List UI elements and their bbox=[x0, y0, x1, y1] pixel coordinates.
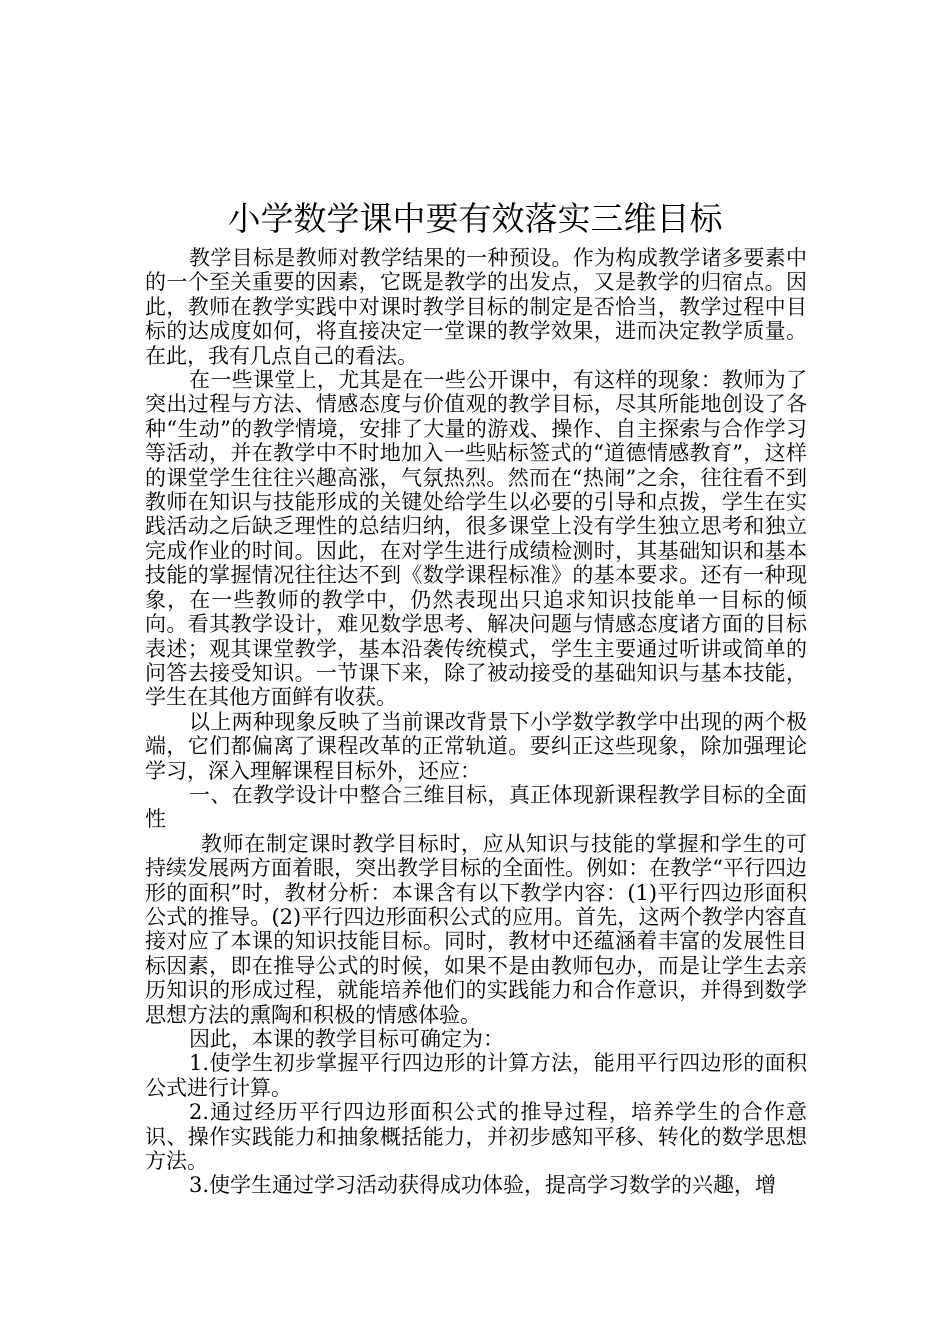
document-body bbox=[145, 246, 807, 1198]
paragraph-example: 教师在制定课时教学目标时，应从知识与技能的掌握和学生的可持续发展两方面着眼，突出教学目标的全面性。例如：在教学“平行四边形的面积”时，教材分析：本课含有以下教学内容：(1)平行四边形面积公式的推导。(2)平行四边形面积公式的应用。首先，这两个教学内容直接对应了本课的知识技能目标。同时，教材中还蕴涵着丰富的发展性目标因素，即在推导公式的时候，如果不是由教师包办，而是让学生去亲历知识的形成过程，就能培养他们的实践能力和合作意识，并得到数学思想方法的熏陶和积极的情感体验。 bbox=[145, 831, 807, 1027]
objective-item-3: 3.使学生通过学习活动获得成功体验，提高学习数学的兴趣，增 bbox=[189, 1173, 777, 1198]
document-title: 小学数学课中要有效落实三维目标 bbox=[227, 199, 723, 238]
paragraph-phenomena: 在一些课堂上，尤其是在一些公开课中，有这样的现象：教师为了突出过程与方法、情感态度与价值观的教学目标，尽其所能地创设了各种“生动”的教学情境，安排了大量的游戏、操作、自主探索与合作学习等活动，并在教学中不时地加入一些贴标签式的“道德情感教育”，这样的课堂学生往往兴趣高涨，气氛热烈。然而在“热闹”之余，往往看不到教师在知识与技能形成的关键处给学生以必要的引导和点拨，学生在实践活动之后缺乏理性的总结归纳，很多课堂上没有学生独立思考和独立完成作业的时间。因此，在对学生进行成绩检测时，其基础知识和基本技能的掌握情况往往达不到《数学课程标准》的基本要求。还有一种现象，在一些教师的教学中，仍然表现出只追求知识技能单一目标的倾向。看其教学设计，难见数学思考、解决问题与情感态度诸方面的目标表述；观其课堂教学，基本沿袭传统模式，学生主要通过听讲或简单的问答去接受知识。一节课下来，除了被动接受的基础知识与基本技能，学生在其他方面鲜有收获。 bbox=[145, 368, 807, 710]
paragraph-summary: 以上两种现象反映了当前课改背景下小学数学教学中出现的两个极端，它们都偏离了课程改革的正常轨道。要纠正这些现象，除加强理论学习，深入理解课程目标外，还应： bbox=[145, 709, 807, 783]
objective-item-2: 2.通过经历平行四边形面积公式的推导过程，培养学生的合作意识、操作实践能力和抽象概括能力，并初步感知平移、转化的数学思想方法。 bbox=[145, 1100, 807, 1174]
paragraph-intro: 教学目标是教师对教学结果的一种预设。作为构成教学诸多要素中的一个至关重要的因素，它既是教学的出发点，又是教学的归宿点。因此，教师在教学实践中对课时教学目标的制定是否恰当，教学过程中目标的达成度如何，将直接决定一堂课的教学效果，进而决定教学质量。在此，我有几点自己的看法。 bbox=[145, 246, 807, 368]
objective-item-1: 1.使学生初步掌握平行四边形的计算方法，能用平行四边形的面积公式进行计算。 bbox=[145, 1051, 807, 1100]
paragraph-objectives-intro: 因此，本课的教学目标可确定为： bbox=[189, 1027, 504, 1051]
section-heading-one: 一、在教学设计中整合三维目标，真正体现新课程教学目标的全面性 bbox=[145, 782, 807, 832]
